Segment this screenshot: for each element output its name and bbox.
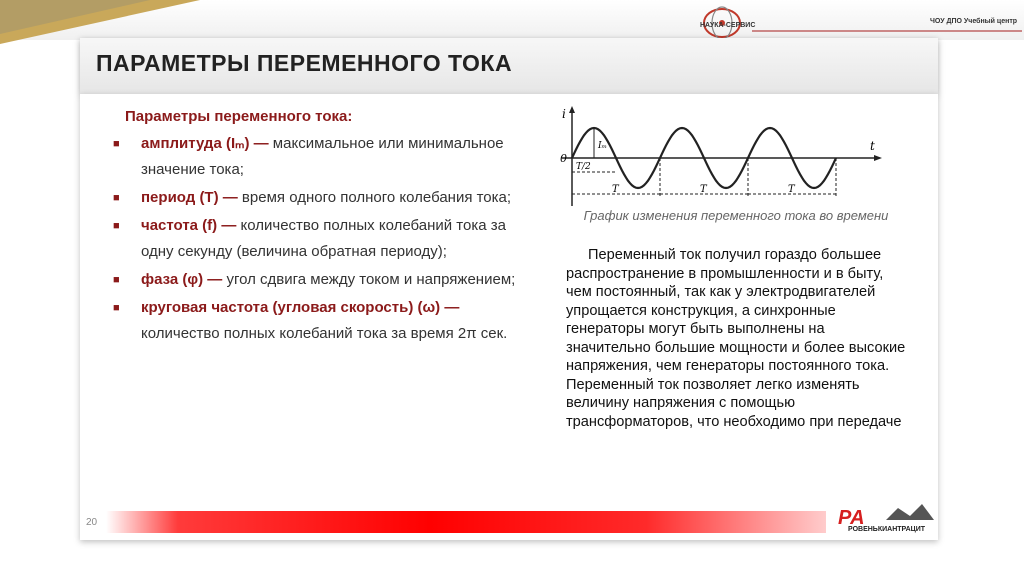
page-number: 20 (86, 517, 98, 528)
mountain-icon (886, 504, 934, 520)
parameters-list (113, 108, 523, 349)
bullet-icon: ■ (113, 138, 120, 150)
description-text (566, 246, 906, 431)
graph-caption: График изменения переменного тока во времени (583, 208, 889, 223)
corner-decoration-shadow (0, 0, 150, 34)
list-item (113, 267, 523, 293)
period-label: T (612, 184, 619, 195)
item-text: угол сдвига между током и напряжением; (222, 271, 516, 288)
footer-logo-text: РОВЕНЬКИАНТРАЦИТ (848, 526, 926, 533)
x-axis-arrow-icon (874, 155, 882, 161)
item-term: фаза (φ) — (141, 271, 223, 288)
current-graph (552, 106, 890, 208)
header-logo-text: НАУКА-СЕРВИС (700, 22, 756, 29)
item-term: круговая частота (угловая скорость) (ω) — (141, 299, 460, 316)
item-text: количество полных колебаний тока за одну секунду (величина обратная периоду); (141, 217, 506, 260)
item-text: количество полных колебаний тока за время 2π сек. (141, 325, 508, 342)
period-label: T (788, 184, 795, 195)
item-term: амплитуда (Iₘ) — (141, 135, 269, 152)
y-axis-label: i (562, 107, 566, 121)
list-item (113, 185, 523, 211)
item-term: период (T) — (141, 189, 238, 206)
x-axis-label: t (870, 139, 875, 153)
period-label: T (700, 184, 707, 195)
origin-label: 0 (560, 152, 567, 165)
header-school-name: ЧОУ ДПО Учебный центр (930, 18, 1018, 25)
item-text: время одного полного колебания тока; (237, 189, 512, 206)
footer-logo-letters: РА (838, 507, 865, 529)
bullet-icon: ■ (113, 220, 120, 232)
parameters-heading: Параметры переменного тока: (125, 108, 353, 125)
amplitude-label: Iₘ (598, 141, 608, 151)
slide-title: ПАРАМЕТРЫ ПЕРЕМЕННОГО ТОКА (96, 50, 513, 76)
half-period-label: T/2 (576, 162, 591, 172)
bullet-icon: ■ (113, 192, 120, 204)
list-item (113, 295, 523, 347)
bullet-icon: ■ (113, 302, 120, 314)
description-paragraph: Переменный ток получил гораздо большее распространение в промышленности и в быту, чем постоянный, так как у электродвигателей упрощается конструкция, а синхронные генераторы могут быть выполнены на значительно большие мощности и более высокие напряжения, чем генераторы постоянного тока. Переменный ток позволяет легко изменять величину напряжения с помощью трансформаторов, что необходимо при передаче (566, 247, 906, 430)
list-item (113, 131, 523, 183)
footer-bar (106, 511, 826, 533)
item-text: максимальное или минимальное значение тока; (141, 135, 504, 178)
y-axis-arrow-icon (569, 106, 575, 113)
header-divider (752, 30, 1022, 32)
bullet-icon: ■ (113, 274, 120, 286)
item-term: частота (f) — (141, 217, 237, 234)
list-item (113, 213, 523, 265)
